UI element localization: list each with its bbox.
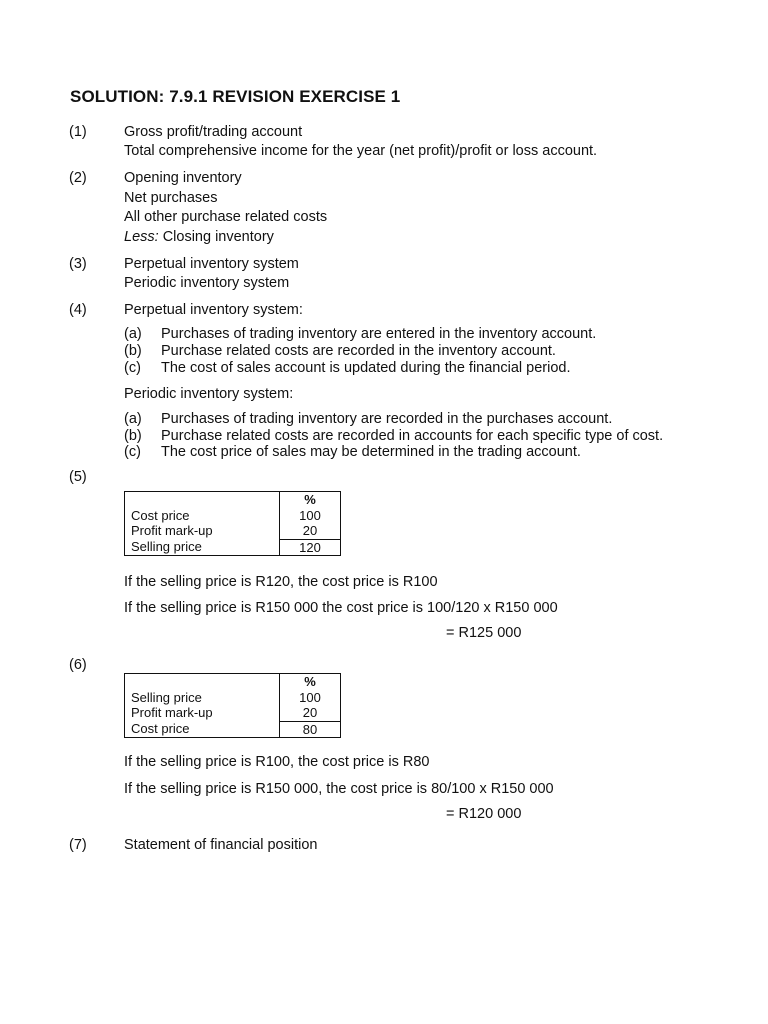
perpetual-item-text: Purchases of trading inventory are entered in the inventory account.: [161, 326, 597, 342]
q2-line-3: All other purchase related costs: [124, 209, 328, 225]
table-row: [125, 492, 341, 508]
less-prefix: Less:: [124, 229, 159, 245]
q5-result: = R125 000: [446, 625, 522, 641]
periodic-item-text: The cost price of sales may be determined in the trading account.: [161, 444, 581, 460]
q3-line-2: Periodic inventory system: [124, 275, 290, 291]
q6-line-2: If the selling price is R150 000, the cost price is 80/100 x R150 000: [124, 781, 554, 797]
item-number-4: (4): [69, 302, 87, 318]
table-row: [125, 539, 341, 556]
perpetual-item-label: (c): [124, 360, 141, 376]
q6-result: = R120 000: [446, 806, 522, 822]
periodic-item-text: Purchase related costs are recorded in accounts for each specific type of cost.: [161, 428, 664, 444]
perpetual-item-label: (b): [124, 343, 142, 359]
row-label: Selling price: [131, 689, 202, 705]
perpetual-item-label: (a): [124, 326, 142, 342]
table-cell: [125, 492, 280, 508]
item-number-3: (3): [69, 256, 87, 272]
page-title: SOLUTION: 7.9.1 REVISION EXERCISE 1: [70, 87, 401, 106]
table-row: [125, 674, 341, 690]
item-number-5: (5): [69, 469, 87, 485]
periodic-item-label: (a): [124, 411, 142, 427]
perpetual-item-text: The cost of sales account is updated during the financial period.: [161, 360, 571, 376]
row-value: 100: [280, 690, 341, 706]
item-number-1: (1): [69, 124, 87, 140]
q2-line-4: [124, 228, 274, 246]
q2-line-1: Opening inventory: [124, 170, 242, 186]
markup-table-5: [124, 491, 341, 556]
table-row: [125, 721, 341, 738]
table-row: [125, 705, 341, 721]
periodic-heading: Periodic inventory system:: [124, 386, 294, 402]
periodic-item-label: (b): [124, 428, 142, 444]
q1-line-1: Gross profit/trading account: [124, 124, 303, 140]
percent-header: %: [280, 674, 341, 690]
periodic-item-text: Purchases of trading inventory are recorded in the purchases account.: [161, 411, 613, 427]
row-label: Cost price: [131, 721, 190, 736]
table-cell: [125, 674, 280, 690]
percent-header: %: [280, 492, 341, 508]
row-value: 20: [280, 705, 341, 721]
q7-text: Statement of financial position: [124, 837, 318, 853]
q2-line-2: Net purchases: [124, 190, 218, 206]
q5-line-2: If the selling price is R150 000 the cost price is 100/120 x R150 000: [124, 600, 558, 616]
row-label: Cost price: [131, 507, 190, 523]
row-value-total: 80: [280, 721, 341, 738]
table-row: [125, 523, 341, 539]
periodic-item-label: (c): [124, 444, 141, 460]
q6-line-1: If the selling price is R100, the cost price is R80: [124, 754, 430, 770]
row-value: 100: [280, 508, 341, 524]
row-label: Profit mark-up: [131, 523, 213, 538]
row-label: Selling price: [131, 539, 202, 554]
q3-line-1: Perpetual inventory system: [124, 256, 299, 272]
item-number-7: (7): [69, 837, 87, 853]
table-row: [125, 508, 341, 524]
row-value: 20: [280, 523, 341, 539]
item-number-2: (2): [69, 170, 87, 186]
row-value-total: 120: [280, 539, 341, 556]
item-number-6: (6): [69, 657, 87, 673]
less-text: Closing inventory: [158, 229, 274, 245]
q5-line-1: If the selling price is R120, the cost price is R100: [124, 574, 438, 590]
perpetual-item-text: Purchase related costs are recorded in the inventory account.: [161, 343, 556, 359]
q1-line-2: Total comprehensive income for the year (net profit)/profit or loss account.: [124, 143, 598, 159]
row-label: Profit mark-up: [131, 705, 213, 720]
markup-table-6: [124, 673, 341, 738]
table-row: [125, 690, 341, 706]
perpetual-heading: Perpetual inventory system:: [124, 302, 303, 318]
